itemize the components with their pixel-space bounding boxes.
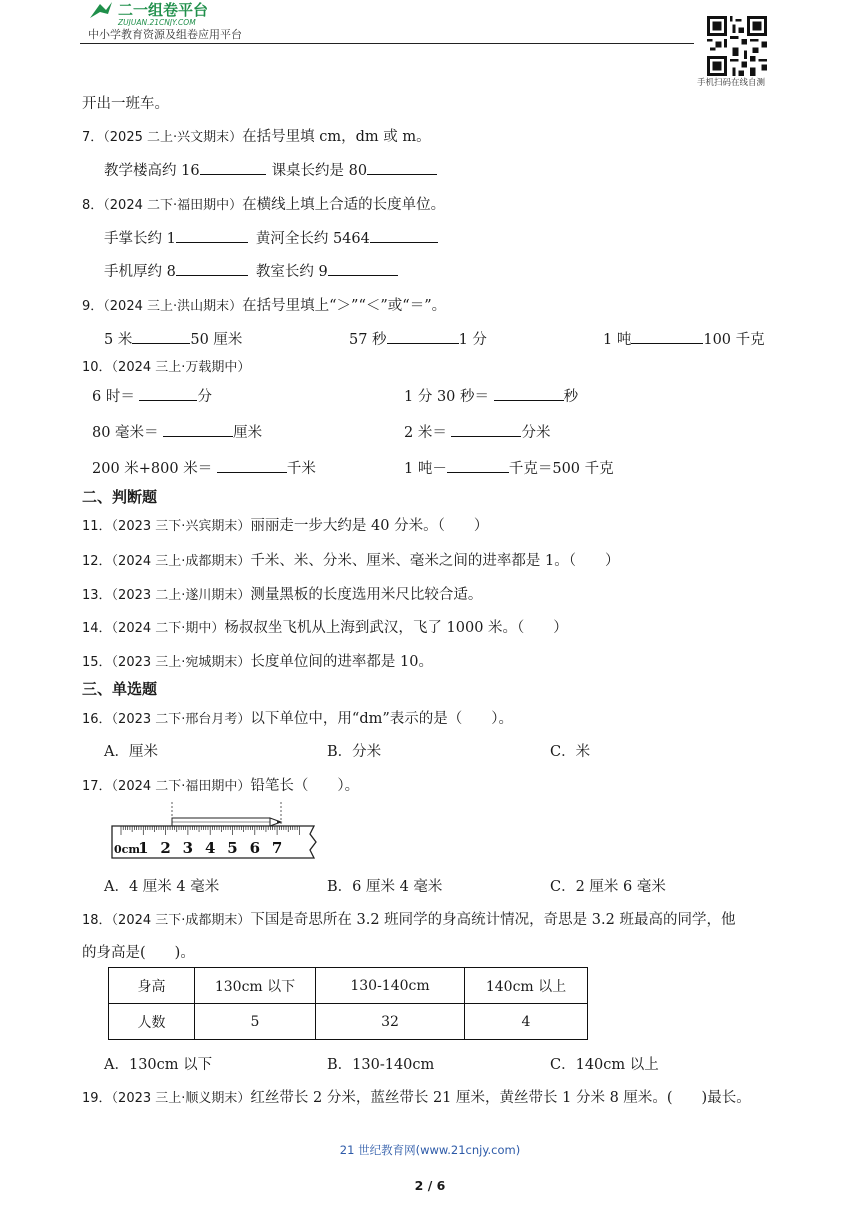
answer-blank[interactable] bbox=[447, 460, 509, 473]
platform-logo bbox=[88, 0, 278, 26]
table-cell: 人数 bbox=[109, 1004, 195, 1040]
qr-caption: 手机扫码在线自测 bbox=[697, 78, 766, 88]
answer-blank[interactable] bbox=[367, 162, 437, 175]
option-a[interactable]: A．厘米 bbox=[104, 744, 158, 760]
question-18-stem-cont: 的身高是( )。 bbox=[82, 945, 195, 961]
page-number: 2 / 6 bbox=[414, 1178, 446, 1193]
answer-blank[interactable] bbox=[328, 263, 398, 276]
option-b[interactable]: B．6 厘米 4 毫米 bbox=[327, 879, 443, 895]
question-8-items-row2: 手机厚约 8 教室长约 9 bbox=[104, 260, 398, 281]
question-7: 7．（2025 二上·兴文期末）在括号里填 cm，dm 或 m。 bbox=[82, 129, 431, 145]
table-header-cell: 140cm 以上 bbox=[465, 968, 588, 1004]
question-8: 8．（2024 二下·福田期中）在横线上填上合适的长度单位。 bbox=[82, 197, 446, 213]
question-10-item-b: 1 分 30 秒＝ 秒 bbox=[404, 389, 579, 405]
ruler-number: 5 bbox=[227, 839, 238, 857]
option-c[interactable]: C．米 bbox=[550, 744, 591, 760]
answer-blank[interactable] bbox=[163, 424, 233, 437]
answer-blank[interactable] bbox=[132, 331, 190, 344]
option-a[interactable]: A．130cm 以下 bbox=[104, 1057, 213, 1073]
question-10-item-f: 1 吨－ 千克＝500 千克 bbox=[404, 461, 614, 477]
ruler-number: 1 bbox=[138, 839, 149, 857]
ruler-number: 4 bbox=[204, 839, 216, 857]
table-cell: 5 bbox=[195, 1004, 316, 1040]
question-10-item-d: 2 米＝ 分米 bbox=[404, 425, 551, 441]
ruler-number: 3 bbox=[182, 839, 194, 857]
question-9: 9．（2024 三上·洪山期末）在括号里填上“＞”“＜”或“＝”。 bbox=[82, 298, 447, 314]
question-15: 15．（2023 三上·宛城期末）长度单位间的进率都是 10。 bbox=[82, 654, 433, 670]
question-9-item-c: 1 吨 100 千克 bbox=[603, 332, 765, 348]
ruler-number: 2 bbox=[160, 839, 171, 857]
answer-blank[interactable] bbox=[387, 331, 459, 344]
svg-text:ZUJUAN.21CNJY.COM: ZUJUAN.21CNJY.COM bbox=[118, 18, 196, 26]
question-10: 10．（2024 三上·万载期中） bbox=[82, 360, 251, 375]
answer-blank[interactable] bbox=[494, 388, 564, 401]
table-header-cell: 130-140cm bbox=[316, 968, 465, 1004]
ruler-with-pencil-figure bbox=[108, 800, 326, 862]
question-10-item-e: 200 米+800 米＝ 千米 bbox=[92, 461, 316, 477]
table-row bbox=[109, 1004, 588, 1040]
question-11: 11．（2023 三下·兴宾期末）丽丽走一步大约是 40 分米。（ ） bbox=[82, 518, 489, 534]
answer-blank[interactable] bbox=[451, 424, 521, 437]
answer-blank[interactable] bbox=[139, 388, 197, 401]
ruler-number: 0cm bbox=[114, 843, 140, 856]
carry-over-line: 开出一班车。 bbox=[82, 96, 169, 112]
question-12: 12．（2024 三上·成都期末）千米、米、分米、厘米、毫米之间的进率都是 1。（ ） bbox=[82, 553, 620, 569]
question-13: 13．（2023 二上·遂川期末）测量黑板的长度选用米尺比较合适。 bbox=[82, 587, 483, 603]
answer-blank[interactable] bbox=[370, 230, 438, 243]
table-cell: 4 bbox=[465, 1004, 588, 1040]
question-9-item-b: 57 秒 1 分 bbox=[349, 332, 487, 348]
footer-site-link[interactable]: 21 世纪教育网(www.21cnjy.com) bbox=[339, 1143, 521, 1157]
table-header-cell: 身高 bbox=[109, 968, 195, 1004]
answer-blank[interactable] bbox=[631, 331, 703, 344]
question-18: 18．（2024 三下·成都期末）下国是奇思所在 3.2 班同学的身高统计情况，奇思是 3.2 班最高的同学，他 bbox=[82, 912, 736, 928]
platform-name: 中小学教育资源及组卷应用平台 bbox=[88, 28, 242, 41]
table-row bbox=[109, 968, 588, 1004]
svg-text:二一组卷平台: 二一组卷平台 bbox=[118, 1, 209, 19]
question-14: 14．（2024 二下·期中）杨叔叔坐飞机从上海到武汉，飞了 1000 米。（ ） bbox=[82, 620, 568, 636]
header-divider bbox=[80, 43, 694, 44]
question-9-item-a: 5 米 50 厘米 bbox=[104, 332, 243, 348]
height-stats-table bbox=[108, 967, 588, 1040]
option-c[interactable]: C．2 厘米 6 毫米 bbox=[550, 879, 666, 895]
section-heading-judgement: 二、判断题 bbox=[82, 488, 158, 506]
option-c[interactable]: C．140cm 以上 bbox=[550, 1057, 659, 1073]
answer-blank[interactable] bbox=[176, 230, 248, 243]
question-17: 17．（2024 二下·福田期中）铅笔长（ ）。 bbox=[82, 778, 360, 794]
option-b[interactable]: B．130-140cm bbox=[327, 1057, 435, 1073]
question-8-items-row1: 手掌长约 1 黄河全长约 5464 bbox=[104, 227, 438, 248]
question-10-item-a: 6 时＝ 分 bbox=[92, 389, 212, 405]
section-heading-single-choice: 三、单选题 bbox=[82, 680, 158, 698]
question-16: 16．（2023 二下·邢台月考）以下单位中，用“dm”表示的是（ ）。 bbox=[82, 711, 514, 727]
table-header-cell: 130cm 以下 bbox=[195, 968, 316, 1004]
answer-blank[interactable] bbox=[200, 162, 266, 175]
option-a[interactable]: A．4 厘米 4 毫米 bbox=[104, 879, 220, 895]
option-b[interactable]: B．分米 bbox=[327, 744, 382, 760]
table-cell: 32 bbox=[316, 1004, 465, 1040]
answer-blank[interactable] bbox=[217, 460, 287, 473]
qr-code[interactable] bbox=[707, 16, 767, 76]
answer-blank[interactable] bbox=[176, 263, 248, 276]
question-19: 19．（2023 三上·顺义期末）红丝带长 2 分米，蓝丝带长 21 厘米，黄丝带长 1 分米 8 厘米。( )最长。 bbox=[82, 1090, 751, 1106]
pencil-illustration bbox=[172, 818, 281, 826]
ruler-number: 6 bbox=[249, 839, 261, 857]
ruler-number: 7 bbox=[271, 839, 283, 857]
question-10-item-c: 80 毫米＝ 厘米 bbox=[92, 425, 263, 441]
question-7-items: 教学楼高约 16 课桌长约是 80 bbox=[104, 159, 437, 180]
